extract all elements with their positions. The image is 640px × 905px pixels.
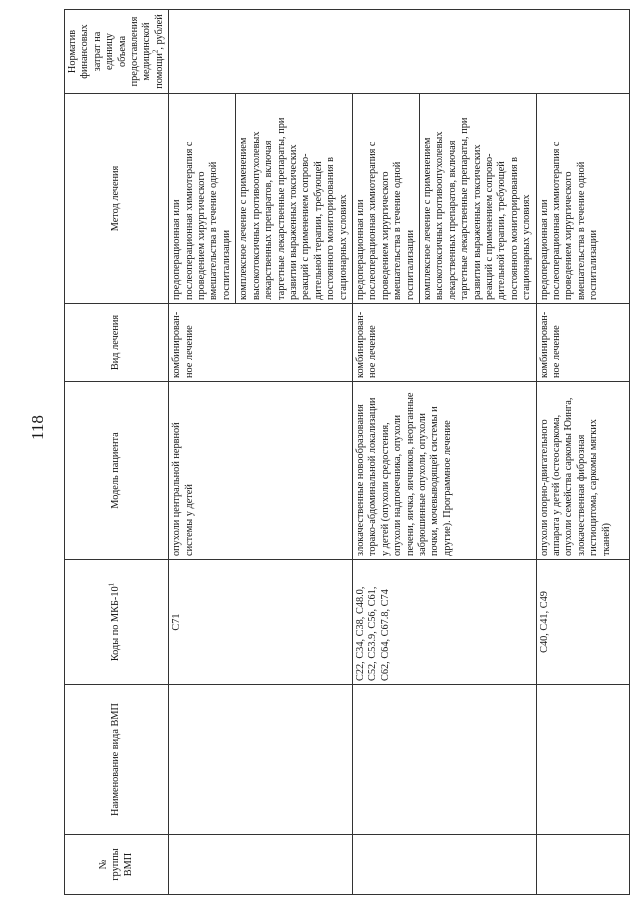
header-group: № группы ВМП: [65, 835, 169, 895]
group-cell: [169, 835, 353, 895]
header-codes: Коды по МКБ-$10^1$: [65, 560, 169, 685]
type-cell: комбинирован- ное лечение: [352, 304, 536, 382]
codes-cell: C40, C41, C49: [536, 560, 629, 685]
norm-cell: [169, 10, 630, 94]
header-name: Наименование вида ВМП: [65, 685, 169, 835]
header-method: Метод лечения: [65, 94, 169, 304]
vmp-name-cell: [169, 685, 353, 835]
type-cell: комбинирован- ное лечение: [169, 304, 353, 382]
method-cell: предоперационная или послеоперационная химиотерапия с проведением хирургического вмешательства в течение одной госпитализации: [352, 94, 419, 304]
vmp-name-cell: [352, 685, 536, 835]
header-type: Вид лечения: [65, 304, 169, 382]
method-cell: комплексное лечение с применением высокотоксичных противоопухолевых лекарственных препаратов, включая таргетные лекарственные препараты, при развитии выраженных токсических реакций с применением сопрово- дительной терапии, требующей постоянного мониторирования в стационарных условиях: [419, 94, 536, 304]
page-number: 118: [28, 415, 47, 440]
group-cell: [352, 835, 536, 895]
vmp-table-container: [64, 10, 630, 895]
header-norm: Норматив финансовых затрат на единицу объема предоставления медицинской помощи$^2$, рублей: [65, 10, 169, 94]
model-cell: опухоли опорно-двигательного аппарата у детей (остеосаркома, опухоли семейства саркомы Юинга, злокачественная фиброзная гистиоцитома, саркомы мягких тканей): [536, 382, 629, 560]
codes-cell: C71: [169, 560, 353, 685]
type-cell: комбинирован- ное лечение: [536, 304, 629, 382]
method-cell: предоперационная или послеоперационная химиотерапия с проведением хирургического вмешательства в течение одной госпитализации: [169, 94, 236, 304]
vmp-table: [64, 9, 630, 895]
model-cell: злокачественные новообразования торако-абдоминальной локализации у детей (опухоли средостения, опухоли надпочечника, опухоли печени, яичка, яичников, неорганные забрюшинные опухоли, опухоли почки, мочевыводящей системы и другие). Программное лечение: [352, 382, 536, 560]
group-cell: [536, 835, 629, 895]
method-cell: предоперационная или послеоперационная химиотерапия с проведением хирургического вмешательства в течение одной госпитализации: [536, 94, 629, 304]
codes-cell: C22, C34, C38, C48.0, C52, C53.9, C56, C61, C62, C64, C67.8, C74: [352, 560, 536, 685]
header-row: [65, 10, 169, 895]
header-model: Модель пациента: [65, 382, 169, 560]
vmp-name-cell: [536, 685, 629, 835]
table-row: [352, 10, 419, 895]
model-cell: опухоли центральной нервной системы у детей: [169, 382, 353, 560]
table-row: [536, 10, 629, 895]
method-cell: комплексное лечение с применением высокотоксичных противоопухолевых лекарственных препаратов, включая таргетные лекарственные препараты, при развитии выраженных токсических реакций с применением сопрово- дительной терапии, требующей постоянного мониторирования в стационарных условиях: [236, 94, 353, 304]
table-row: [169, 10, 236, 895]
